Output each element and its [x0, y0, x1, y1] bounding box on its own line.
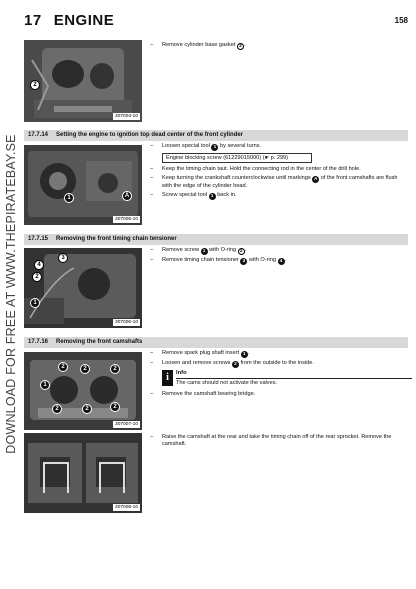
step: – Remove the camshaft bearing bridge.	[150, 390, 256, 397]
step: – Screw special tool 1 back in.	[150, 191, 237, 199]
callout-2: 2	[110, 364, 120, 374]
section-heading-17-7-15	[24, 234, 408, 245]
section-title: Removing the front timing chain tensioner	[56, 236, 177, 242]
section-heading-17-7-16	[24, 337, 408, 348]
info-title: Info	[176, 369, 187, 376]
callout-4: 4	[34, 260, 44, 270]
callout-2: 2	[82, 404, 92, 414]
step: – Keep turning the crankshaft counterclockwise until markings A of the front camshafts are flush with the edge of the cylinder head.	[150, 174, 398, 189]
step: – Remove timing chain tensioner 3 with O-ring 4 .	[150, 256, 287, 264]
figure-id: 307007-10	[115, 422, 138, 427]
section-title: Setting the engine to ignition top dead center of the front cylinder	[56, 132, 244, 138]
callout-3: 3	[58, 253, 68, 263]
step-badge: 3	[240, 258, 247, 265]
step-badge: 1	[209, 193, 216, 200]
engine-photo-illustration	[24, 145, 142, 225]
figure-id: 307005-10	[115, 217, 138, 222]
figure-camshaft-bearing-bridge	[24, 352, 142, 430]
step: – Keep the timing chain taut. Hold the connecting rod in the center of the drill hole.	[150, 165, 361, 172]
sec1-steps	[150, 143, 406, 201]
info-text: The cams should not activate the valves.	[176, 378, 412, 387]
callout-2: 2	[30, 80, 40, 90]
callout-1: 1	[64, 193, 74, 203]
step-badge: 2	[238, 248, 245, 255]
step: – Remove cylinder base gasket 2 .	[150, 42, 246, 49]
sec3-steps-2	[150, 434, 406, 450]
page-header	[24, 12, 408, 34]
page-ref-icon: ☛	[264, 154, 270, 161]
callout-A: A	[122, 191, 132, 201]
figure-id: 307006-10	[115, 320, 138, 325]
step: – Loosen special tool 1 by several turns.	[150, 143, 262, 150]
page-number: 158	[394, 16, 408, 25]
engine-photo-illustration	[24, 40, 142, 122]
section-title: Removing the front camshafts	[56, 339, 143, 345]
callout-1: 1	[30, 298, 40, 308]
tool-reference-box: Engine blocking screw (61229015000) (☛ p. 299)	[162, 153, 312, 163]
figure-timing-chain-tensioner	[24, 248, 142, 328]
step: – Remove screw 1 with O-ring 2 .	[150, 247, 247, 254]
step-badge: A	[313, 176, 318, 182]
figure-cylinder-base	[24, 40, 142, 122]
step: – Raise the camshaft at the rear and take the timing chain off of the rear sprocket. Remove the camshaft.	[150, 434, 392, 448]
info-box	[162, 370, 406, 388]
watermark-side-text	[0, 0, 22, 589]
chapter-heading	[24, 12, 114, 29]
section-heading-17-7-14	[24, 130, 408, 141]
section-number: 17.7.15	[28, 236, 49, 242]
section-number: 17.7.14	[28, 132, 49, 138]
figure-id: 307008-10	[115, 505, 138, 510]
sec3-steps	[150, 350, 406, 400]
figure-camshaft-removal	[24, 433, 142, 513]
chapter-number: 17	[24, 12, 42, 29]
step: – Remove spark plug shaft insert 1 .	[150, 350, 250, 357]
block0-steps	[150, 42, 406, 52]
callout-2: 2	[32, 272, 42, 282]
step-badge: 1	[241, 351, 248, 358]
info-icon: i	[162, 370, 173, 386]
callout-1: 1	[40, 380, 50, 390]
engine-photo-illustration	[24, 433, 142, 513]
callout-2: 2	[52, 404, 62, 414]
callout-2: 2	[110, 402, 120, 412]
figure-id: 307004-10	[115, 114, 138, 119]
watermark-text: DOWNLOAD FOR FREE AT WWW.THEPIRATEBAY.SE	[4, 134, 18, 454]
step-badge: 2	[237, 43, 244, 50]
step-badge: 4	[278, 258, 285, 265]
section-number: 17.7.16	[28, 339, 49, 345]
step-badge: 2	[232, 361, 239, 368]
figure-ignition-tdc	[24, 145, 142, 225]
step-badge: 1	[201, 248, 208, 255]
chapter-title: ENGINE	[53, 12, 115, 29]
callout-2: 2	[58, 362, 68, 372]
step-badge: 1	[211, 144, 218, 151]
step: – Loosen and remove screws 2 from the outside to the inside.	[150, 359, 314, 367]
callout-2: 2	[80, 364, 90, 374]
sec2-steps	[150, 247, 406, 266]
